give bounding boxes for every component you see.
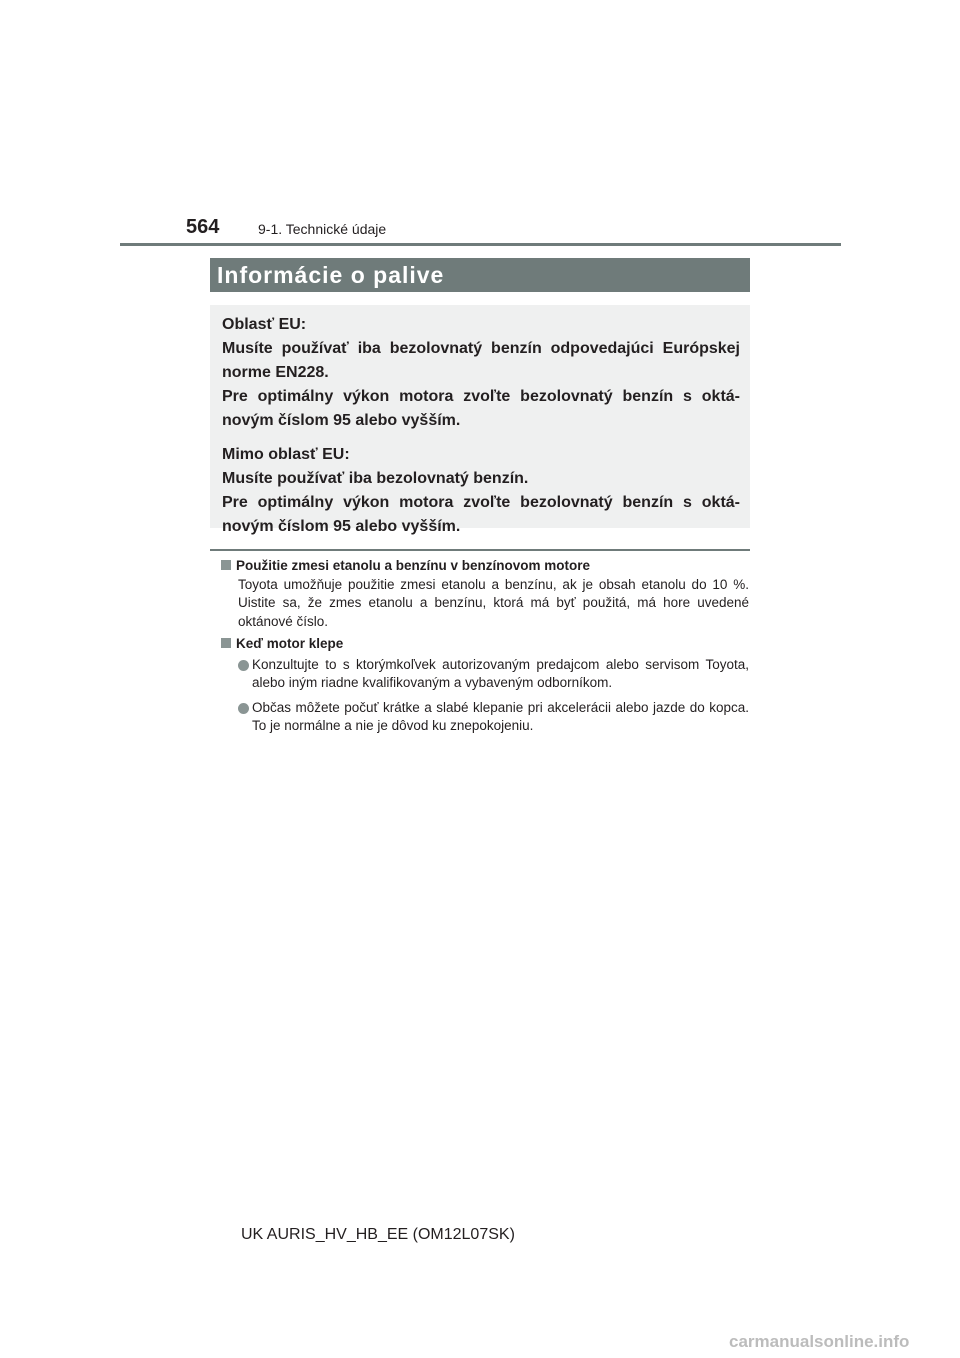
note-body-ethanol: Toyota umožňuje použitie zmesi etanolu a benzínu, ak je obsah etanolu do 10 %. Uistite sa, že zmes etanolu a benzínu, ktorá má byť použitá, má hore uvedené oktánové číslo. [238,576,749,629]
fuel-info-box [210,305,750,535]
section-title: Informácie o palive [210,258,750,292]
eu-label: Oblasť EU: [222,316,307,333]
square-bullet-icon [221,560,231,570]
list-item-text: Občas môžete počuť krátke a slabé klepanie pri akcelerácii alebo jazde do kopca. To je normálne a nie je dôvod ku znepokojeniu. [252,699,749,733]
circle-bullet-icon [238,703,249,714]
note-heading-knock [221,635,749,654]
page-number: 564 [186,216,220,238]
non-eu-requirement: Musíte používať iba bezolovnatý benzín. [222,470,529,487]
list-item [238,656,749,693]
non-eu-label: Mimo oblasť EU: [222,446,350,463]
separator-rule [210,549,750,551]
note-heading-ethanol [221,557,749,576]
chapter-title: 9-1. Technické údaje [258,221,387,237]
header-rule [120,243,841,246]
square-bullet-icon [221,638,231,648]
list-item-text: Konzultujte to s ktorýmkoľvek autorizovaným predajcom alebo servisom Toyota, alebo iným riadne kvalifikovaným a vybaveným odborníkom. [252,656,749,690]
note-heading-text: Keď motor klepe [236,636,344,651]
note-heading-text: Použitie zmesi etanolu a benzínu v benzínovom motore [236,558,591,573]
list-item [238,699,749,736]
footer-code: UK AURIS_HV_HB_EE (OM12L07SK) [241,1226,515,1243]
eu-requirement: Musíte používať iba bezolovnatý benzín odpovedajúci Európskej norme EN228. [222,340,740,381]
non-eu-octane: Pre optimálny výkon motora zvoľte bezolovnatý benzín s oktá-novým číslom 95 alebo vyšším. [222,494,740,535]
eu-octane: Pre optimálny výkon motora zvoľte bezolovnatý benzín s oktá-novým číslom 95 alebo vyšším. [222,388,740,429]
notes-section [221,557,749,742]
circle-bullet-icon [238,660,249,671]
watermark: carmanualsonline.info [729,1332,910,1351]
